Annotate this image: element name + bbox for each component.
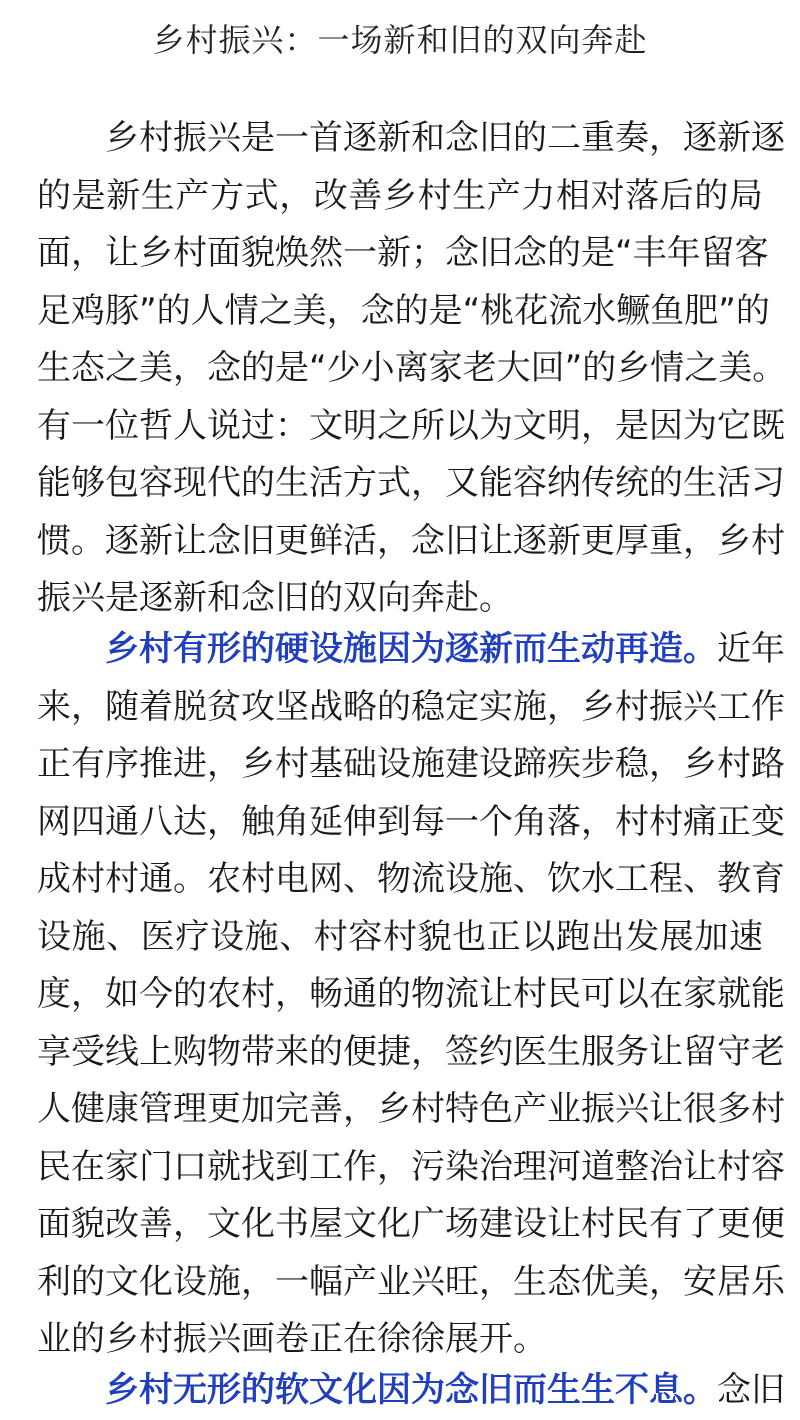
- paragraph-line: 足鸡豚”的人情之美，念的是“桃花流水鳜鱼肥”的: [37, 290, 770, 331]
- paragraph-line: 正有序推进，乡村基础设施建设蹄疾步稳，乡村路: [37, 744, 785, 784]
- paragraph-line: [37, 1362, 785, 1420]
- paragraph-line: 成村村通。农村电网、物流设施、饮水工程、教育: [37, 859, 785, 899]
- paragraph-soft-culture: [37, 1362, 785, 1420]
- paragraph-line: [37, 621, 785, 679]
- paragraph-line: 的是新生产方式，改善乡村生产力相对落后的局: [37, 175, 763, 216]
- paragraph-line: 设施、医疗设施、村容村貌也正以跑出发展加速: [37, 916, 763, 957]
- paragraph-intro: [37, 110, 787, 628]
- paragraph-line: 业的乡村振兴画卷正在徐徐展开。: [37, 1319, 547, 1359]
- paragraph-lead-sentence: 乡村有形的硬设施因为逐新而生动再造。: [105, 629, 717, 669]
- paragraph-line: 网四通八达，触角延伸到每一个角落，村村痛正变: [37, 801, 785, 842]
- paragraph-line: 能够包容现代的生活方式，又能容纳传统的生活习: [37, 463, 785, 503]
- paragraph-line: 民在家门口就找到工作，污染治理河道整治让村容: [37, 1146, 785, 1187]
- paragraph-line: 人健康管理更加完善，乡村特色产业振兴让很多村: [37, 1089, 785, 1129]
- paragraph-line-text: 念旧: [717, 1370, 785, 1410]
- paragraph-hard-infrastructure: [37, 621, 785, 1369]
- article-title: 乡村振兴：一场新和旧的双向奔赴: [152, 21, 648, 59]
- paragraph-line: 乡村振兴是一首逐新和念旧的二重奏，逐新逐: [105, 118, 785, 158]
- paragraph-line: 来，随着脱贫攻坚战略的稳定实施，乡村振兴工作: [37, 686, 785, 727]
- paragraph-line: 享受线上购物带来的便捷，签约医生服务让留守老: [37, 1031, 785, 1072]
- paragraph-line: 利的文化设施，一幅产业兴旺，生态优美，安居乐: [37, 1261, 785, 1302]
- paragraph-line: 振兴是逐新和念旧的双向奔赴。: [37, 578, 513, 618]
- paragraph-line: 生态之美，念的是“少小离家老大回”的乡情之美。: [37, 348, 787, 388]
- paragraph-line: 惯。逐新让念旧更鲜活，念旧让逐新更厚重，乡村: [37, 520, 785, 561]
- paragraph-line-text: 近年: [717, 629, 785, 669]
- paragraph-line: 面，让乡村面貌焕然一新；念旧念的是“丰年留客: [37, 233, 769, 273]
- paragraph-lead-sentence: 乡村无形的软文化因为念旧而生生不息。: [105, 1370, 717, 1410]
- paragraph-line: 度，如今的农村，畅通的物流让村民可以在家就能: [37, 974, 785, 1014]
- paragraph-line: 有一位哲人说过：文明之所以为文明，是因为它既: [37, 405, 785, 446]
- paragraph-line: 面貌改善，文化书屋文化广场建设让村民有了更便: [37, 1204, 785, 1244]
